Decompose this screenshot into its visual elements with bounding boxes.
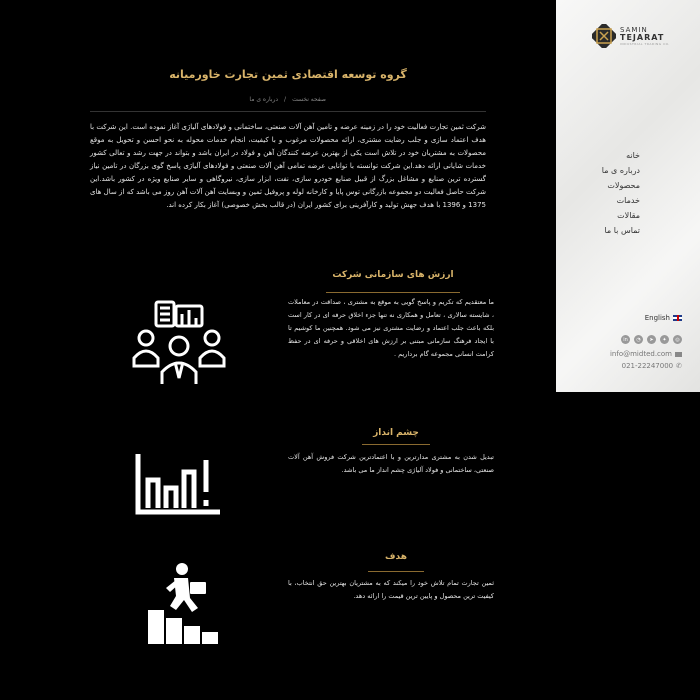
nav-contact[interactable]: تماس با ما — [604, 226, 640, 235]
email-contact[interactable] — [610, 350, 682, 358]
brand-logo[interactable] — [592, 23, 692, 49]
page-title: گروه توسعه اقتصادی ثمین تجارت خاورمیانه — [169, 68, 407, 81]
goal-rule — [368, 571, 424, 572]
envelope-icon — [675, 352, 682, 357]
goal-text: ثمین تجارت تمام تلاش خود را میکند که به مشتریان بهترین حق انتخاب، با کیفیت ترین محصول و پایین ترین قیمت را ارائه دهد. — [288, 579, 494, 600]
values-title: ارزش های سازمانی شرکت — [332, 270, 454, 280]
language-label: English — [644, 314, 670, 322]
logo-mark-icon — [592, 24, 616, 48]
phone-text: 021-22247000 — [621, 362, 674, 370]
vision-rule — [362, 444, 430, 445]
sidebar — [556, 0, 700, 392]
language-switch[interactable] — [645, 314, 682, 322]
logo-wordmark: SAMIN TEJARAT INDUSTRIAL TRADING CO. — [620, 25, 670, 46]
values-text: ما معتقدیم که تکریم و پاسخ گویی به موقع به مشتری ، صداقت در معاملات ، شایسته سالاری ، تعامل و همکاری نه تنها جزء اخلاق حرفه ای در کار است بلکه باعث جلب اعتماد و رضایت مشتری نیز می شود. همچنین ما کوشیم تا با ایجاد فرهنگ سازمانی مبتنی بر ارزش های اخلاقی و حرفه ای در حفظ کرامت انسانی مجموعه گام برداریم . — [288, 298, 494, 358]
intro-paragraph: شرکت ثمین تجارت فعالیت خود را در زمینه عرضه و تامین آهن آلات صنعتی، ساختمانی و فولادهای آلیاژی آغاز نموده است. این شرکت با هدف اعتماد سازی و جلب رضایت مشتری، ارائه محصولات مرغوب و با کیفیت، انجام خدمات محوله به نحو احسن و تحویل به موقع محصولات به مشتریان خود در تلاش است یکی از بهترین عرضه کنندگان آهن و فولاد در ایران باشد و بتواند در جهت رشد و تعالی کشور خدمات شایانی ارائه دهد.این شرکت توانسته با توانایی عرضه تمامی آهن آلات صنعتی و فولادهای آلیاژی پاسخ گوی بزرگان در تامین نیاز گسترده ترین صنایع و مشاغل بزرگ از قبیل صنایع خودرو سازی، نفت، ابزار سازی، نیروگاهی و سایر صنایع ویژه در کشور باشد.این شرکت حاصل فعالیت دو مجموعه بازرگانی توس پایا و کارخانه لوله و پروفیل ثمین و وبسایت آهن آلات آهن روز می باشد که از سال های 1375 و 1396 با هدف جهش تولید و کارآفرینی برای کشور ایران (در قالب بخش خصوصی) آغاز بکار کرده اند. — [90, 123, 486, 209]
whatsapp-icon[interactable]: ◔ — [634, 335, 643, 344]
breadcrumb-separator: / — [284, 96, 287, 103]
nav-about[interactable]: درباره ی ما — [601, 166, 640, 175]
social-links — [621, 335, 682, 344]
nav-articles[interactable]: مقالات — [617, 211, 640, 220]
telegram-icon[interactable]: ➤ — [647, 335, 656, 344]
goal-title: هدف — [385, 552, 407, 562]
title-divider — [90, 111, 486, 112]
main-nav — [602, 148, 640, 238]
email-text: info@midted.com — [609, 350, 672, 358]
instagram-icon[interactable]: ◎ — [673, 335, 682, 344]
vision-title: چشم انداز — [373, 428, 419, 438]
breadcrumb — [249, 96, 326, 103]
bar-chart-icon — [134, 450, 224, 520]
twitter-icon[interactable]: ✦ — [660, 335, 669, 344]
breadcrumb-current[interactable]: درباره ی ما — [249, 96, 279, 103]
linkedin-icon[interactable]: in — [621, 335, 630, 344]
uk-flag-icon — [673, 315, 682, 321]
nav-services[interactable]: خدمات — [616, 196, 640, 205]
career-growth-icon — [146, 562, 232, 646]
phone-icon: ✆ — [676, 362, 682, 370]
breadcrumb-home[interactable]: صفحه نخست — [292, 96, 326, 103]
team-icon — [126, 296, 232, 388]
nav-products[interactable]: محصولات — [607, 181, 640, 190]
vision-text: تبدیل شدن به مشتری مدارترین و با اعتمادترین شرکت فروش آهن آلات صنعتی، ساختمانی و فولاد آلیاژی چشم انداز ما می باشد. — [288, 453, 494, 474]
phone-contact[interactable] — [622, 362, 682, 370]
nav-home[interactable]: خانه — [626, 151, 640, 160]
values-rule — [326, 292, 460, 293]
